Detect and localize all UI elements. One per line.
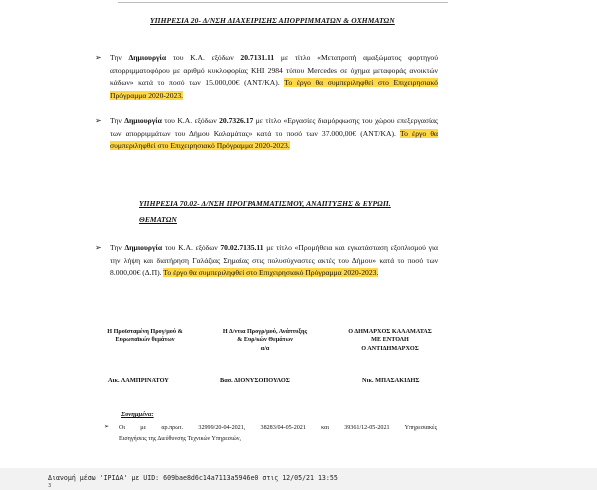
item-body: με τίτλο «Προμήθεια και εγκατάσταση εξοπλισμού για την λήψη και διατήρηση Γαλάζιας Σημαίας στις πολυσύχναστες ακτές του Δήμου» κατά το ποσό των 8.000,00€ (Δ.Π). (110, 243, 438, 278)
item-mid: του Κ.Α. εξόδων (162, 243, 221, 252)
signature-role-1: Η Προϊσταμένη Προγ/μού & Ευρωπαϊκών θεμάτων (107, 328, 183, 344)
item-body: με τίτλο «Μετατροπή αμαξώματος φορτηγού απορριμματοφόρου με αριθμό κυκλοφορίας ΚΗΙ 2984 τύπου Mercedes σε όχημα μεταφοράς ανοικτών κάδων» κατά το ποσό των 15.000,00€ (ΑΝΤ/ΚΑ). (110, 53, 438, 88)
list-item (95, 115, 438, 153)
section1-heading: ΥΠΗΡΕΣΙΑ 20- Δ/ΝΣΗ ΔΙΑΧΕΙΡΙΣΗΣ ΑΠΟΡΡΙΜΜΑΤΩΝ & ΟΧΗΜΑΤΩΝ (150, 16, 395, 25)
item-mid: του Κ.Α. εξόδων (161, 116, 220, 125)
item-mid: του Κ.Α. εξόδων (166, 53, 241, 62)
section2-heading-line2: ΘΕΜΑΤΩΝ (139, 215, 177, 224)
item-highlight: Το έργο θα συμπεριληφθεί στο Επιχειρησιακό Πρόγραμμα 2020-2023. (110, 128, 438, 151)
arrow-bullet-icon: ➢ (95, 116, 102, 125)
item-prefix: Την (110, 116, 125, 125)
page-top-rule (118, 2, 448, 3)
item-prefix: Την (110, 53, 129, 62)
signatory-name-3: Νικ. ΜΠΑΣΑΚΙΔΗΣ (362, 377, 420, 384)
arrow-bullet-icon: ➢ (95, 53, 102, 62)
attachments-title: Συνημμένα: (121, 411, 154, 418)
section2-heading-line1: ΥΠΗΡΕΣΙΑ 70.02- Δ/ΝΣΗ ΠΡΟΓΡΑΜΜΑΤΙΣΜΟΥ, ΑΝΑΠΤΥΞΗΣ & ΕΥΡΩΠ. (139, 199, 391, 208)
list-item (95, 242, 438, 280)
attachments-line1: Οι με αρ.πρωτ. 32999/20-04-2021, 38283/04-05-2021 και 39361/12-05-2021 Υπηρεσιακές (119, 425, 437, 431)
item-action: Δημιουργία (124, 116, 162, 125)
signatory-name-1: Αικ. ΛΑΜΠΡΙΝΑΤΟΥ (108, 377, 169, 384)
item-action: Δημιουργία (128, 53, 167, 62)
signature-role-3: Ο ΔΗΜΑΡΧΟΣ ΚΑΛΑΜΑΤΑΣ ΜΕ ΕΝΤΟΛΗ Ο ΑΝΤΙΔΗΜΑΡΧΟΣ (348, 328, 432, 352)
item-highlight: Το έργο θα συμπεριληφθεί στο Επιχειρησιακό Πρόγραμμα 2020-2023. (163, 268, 379, 278)
item-code: 70.02.7135.11 (220, 243, 264, 252)
item-highlight: Το έργο θα συμπεριληφθεί στο Επιχειρησιακό Πρόγραμμα 2020-2023. (110, 78, 438, 100)
signatory-name-2: Βασ. ΔΙΟΝΥΣΟΠΟΥΛΟΣ (220, 377, 290, 384)
signature-role-2: Η Δ/ντια Προγρ/μού, Ανάπτυξης & Ευρ/κών Θεμάτων α/α (222, 328, 308, 352)
item-code: 20.7131.11 (240, 53, 275, 62)
arrow-bullet-icon: ➢ (104, 424, 110, 430)
attachments-text (119, 423, 437, 445)
item-body: με τίτλο «Εργασίες διαμόρφωσης του χώρου επεξεργασίας των απορριμμάτων του Δήμου Καλαμάτας» κατά το ποσό των 37.000,00€ (ΑΝΤ/ΚΑ). (110, 116, 438, 138)
page-marker: 3 (48, 483, 52, 489)
arrow-bullet-icon: ➢ (95, 243, 102, 252)
item-action: Δημιουργία (124, 243, 163, 252)
list-item (95, 52, 438, 102)
item-prefix: Την (110, 243, 125, 252)
item-code: 20.7326.17 (219, 116, 254, 125)
attachments-line2: Εισηγήσεις της Διεύθυνσης Τεχνικών Υπηρεσιών, (119, 436, 242, 442)
distribution-line: Διανομή μέσω 'ΙΡΙΔΑ' με UID: 609bae8d6c14a7113a5946e0 στις 12/05/21 13:55 (48, 474, 338, 482)
